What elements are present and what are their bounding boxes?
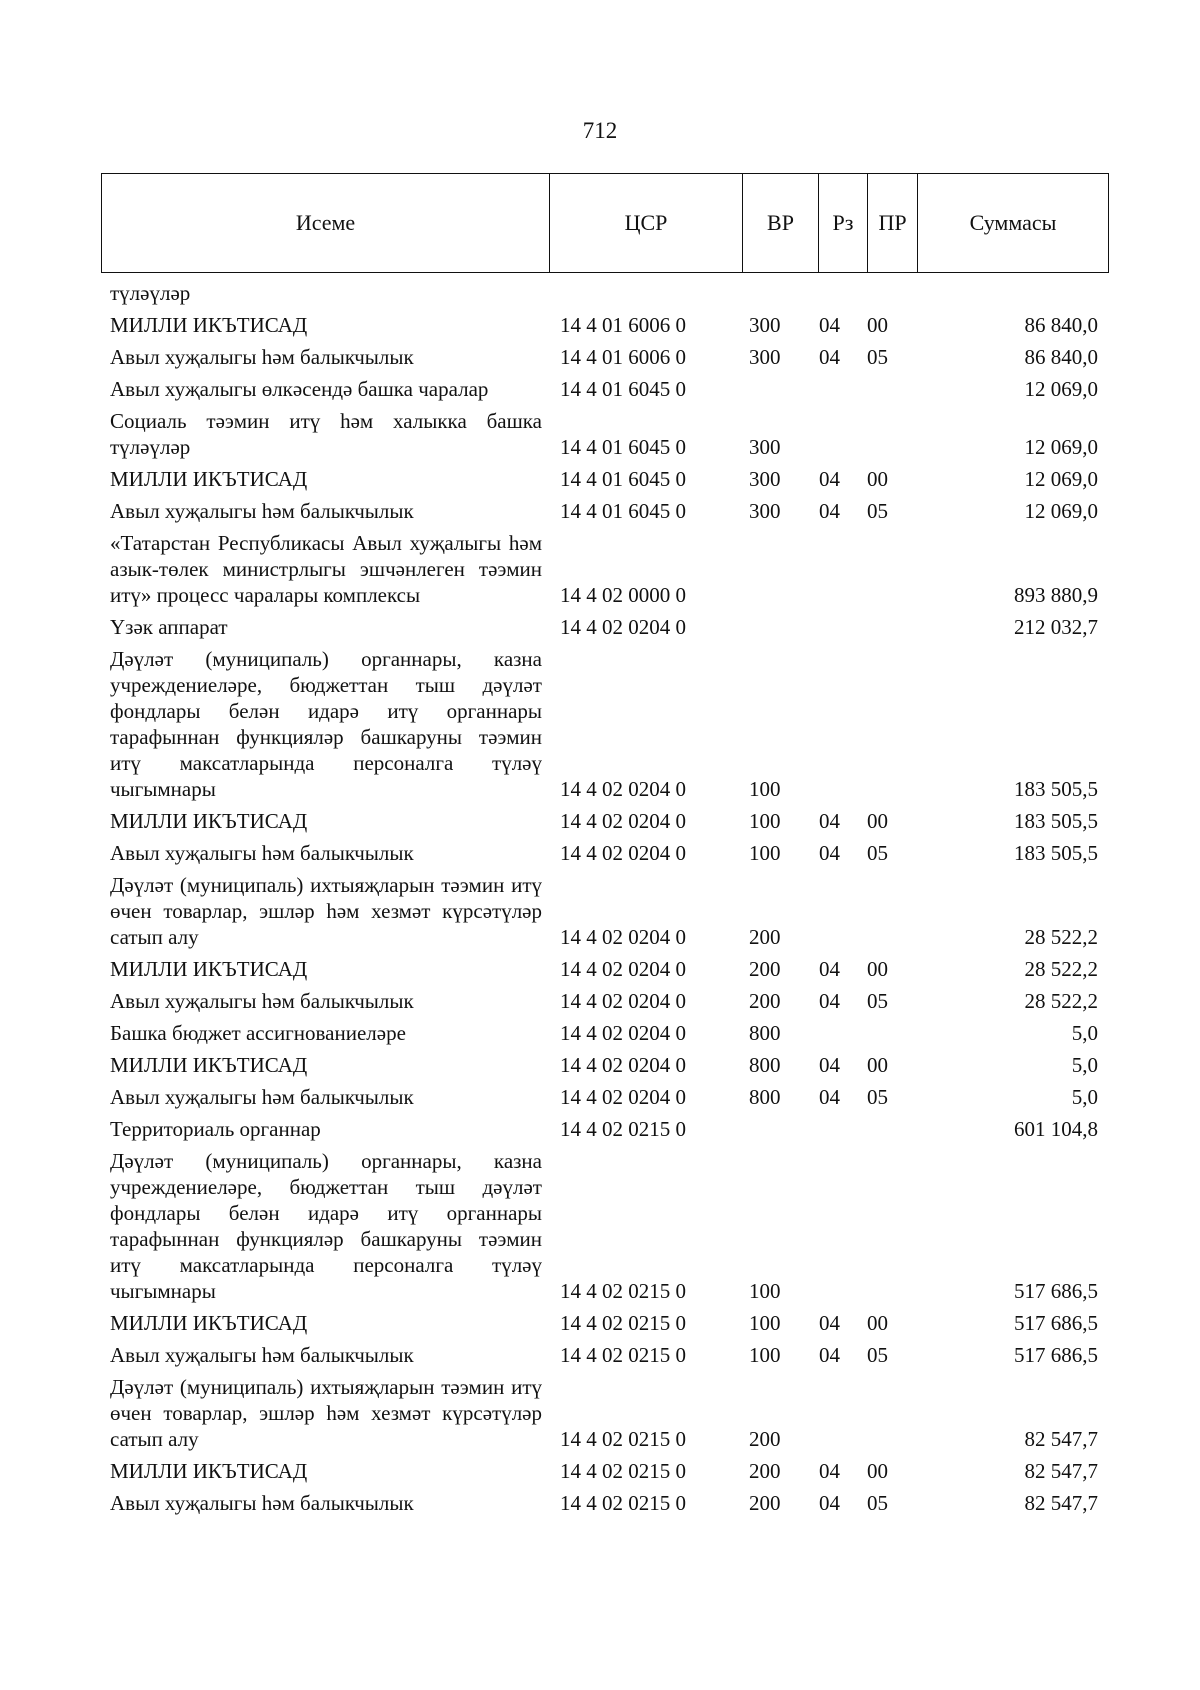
- cell-pr: 00: [867, 1311, 888, 1335]
- cell-vr: 100: [749, 1311, 781, 1335]
- cell-sum: 86 840,0: [1024, 345, 1098, 369]
- cell-sum: 28 522,2: [1024, 957, 1098, 981]
- cell-rz: 04: [819, 1491, 840, 1515]
- cell-rz: 04: [819, 1053, 840, 1077]
- cell-csr: 14 4 02 0204 0: [560, 989, 686, 1013]
- table-row: [110, 956, 1100, 982]
- cell-name: Авыл хуҗалыгы һәм балыкчылык: [110, 345, 414, 369]
- cell-name: Авыл хуҗалыгы өлкәсендә башка чаралар: [110, 377, 489, 401]
- cell-csr: 14 4 02 0000 0: [560, 583, 686, 607]
- cell-pr: 00: [867, 957, 888, 981]
- table-row: [110, 466, 1100, 492]
- cell-pr: 05: [867, 345, 888, 369]
- cell-csr: 14 4 01 6045 0: [560, 499, 686, 523]
- table-row: [110, 872, 1100, 950]
- cell-sum: 82 547,7: [1024, 1427, 1098, 1451]
- cell-sum: 183 505,5: [1014, 809, 1098, 833]
- cell-rz: 04: [819, 1311, 840, 1335]
- cell-sum: 517 686,5: [1014, 1279, 1098, 1303]
- cell-name: Үзәк аппарат: [110, 615, 228, 639]
- cell-csr: 14 4 01 6045 0: [560, 435, 686, 459]
- table-row: [110, 988, 1100, 1014]
- cell-csr: 14 4 02 0204 0: [560, 777, 686, 801]
- cell-vr: 100: [749, 809, 781, 833]
- cell-name: МИЛЛИ ИКЪТИСАД: [110, 313, 308, 337]
- cell-name: Территориаль органнар: [110, 1117, 321, 1141]
- cell-name: Авыл хуҗалыгы һәм балыкчылык: [110, 841, 414, 865]
- cell-pr: 05: [867, 1085, 888, 1109]
- cell-csr: 14 4 02 0204 0: [560, 1085, 686, 1109]
- cell-csr: 14 4 02 0215 0: [560, 1117, 686, 1141]
- cell-csr: 14 4 02 0204 0: [560, 957, 686, 981]
- cell-name: Дәүләт (муниципаль) органнары, казна учреждениеләре, бюджеттан тыш дәүләт фондлары белән идарә итү органнары тарафыннан функцияләр башкаруны тәэмин итү максатларында персоналга түләү чыгымнары: [110, 1149, 542, 1303]
- cell-name: Авыл хуҗалыгы һәм балыкчылык: [110, 989, 414, 1013]
- cell-pr: 05: [867, 1343, 888, 1367]
- cell-vr: 200: [749, 1459, 781, 1483]
- cell-pr: 00: [867, 809, 888, 833]
- cell-csr: 14 4 02 0215 0: [560, 1311, 686, 1335]
- cell-pr: 05: [867, 499, 888, 523]
- cell-sum: 12 069,0: [1024, 435, 1098, 459]
- cell-vr: 300: [749, 313, 781, 337]
- cell-vr: 800: [749, 1053, 781, 1077]
- cell-rz: 04: [819, 1343, 840, 1367]
- cell-rz: 04: [819, 809, 840, 833]
- header-name: Исеме: [102, 174, 550, 272]
- cell-sum: 28 522,2: [1024, 925, 1098, 949]
- cell-sum: 28 522,2: [1024, 989, 1098, 1013]
- cell-name: түләүләр: [110, 281, 191, 305]
- page-number: 712: [582, 118, 618, 143]
- cell-csr: 14 4 01 6045 0: [560, 467, 686, 491]
- table-row: [110, 808, 1100, 834]
- cell-name: МИЛЛИ ИКЪТИСАД: [110, 467, 308, 491]
- cell-rz: 04: [819, 467, 840, 491]
- table-row: [110, 1084, 1100, 1110]
- cell-pr: 05: [867, 841, 888, 865]
- cell-name: МИЛЛИ ИКЪТИСАД: [110, 1053, 308, 1077]
- cell-name: Дәүләт (муниципаль) ихтыяҗларын тәэмин итү өчен товарлар, эшләр һәм хезмәт күрсәтүләр сатып алу: [110, 873, 542, 949]
- cell-name: Авыл хуҗалыгы һәм балыкчылык: [110, 1085, 414, 1109]
- table-row: [110, 280, 1100, 306]
- cell-csr: 14 4 02 0204 0: [560, 1053, 686, 1077]
- cell-sum: 601 104,8: [1014, 1117, 1098, 1141]
- cell-sum: 12 069,0: [1024, 467, 1098, 491]
- cell-sum: 893 880,9: [1014, 583, 1098, 607]
- table-body: [110, 280, 1100, 1522]
- cell-pr: 00: [867, 1459, 888, 1483]
- cell-csr: 14 4 01 6006 0: [560, 345, 686, 369]
- cell-vr: 200: [749, 957, 781, 981]
- cell-sum: 5,0: [1071, 1053, 1098, 1077]
- table-row: [110, 1020, 1100, 1046]
- cell-vr: 800: [749, 1021, 781, 1045]
- cell-csr: 14 4 02 0215 0: [560, 1459, 686, 1483]
- cell-rz: 04: [819, 1085, 840, 1109]
- cell-name: Дәүләт (муниципаль) органнары, казна учреждениеләре, бюджеттан тыш дәүләт фондлары белән идарә итү органнары тарафыннан функцияләр башкаруны тәэмин итү максатларында персоналга түләү чыгымнары: [110, 647, 542, 801]
- cell-csr: 14 4 02 0204 0: [560, 841, 686, 865]
- table-row: [110, 408, 1100, 460]
- cell-sum: 82 547,7: [1024, 1459, 1098, 1483]
- cell-csr: 14 4 02 0204 0: [560, 925, 686, 949]
- cell-pr: 00: [867, 313, 888, 337]
- table-row: [110, 1374, 1100, 1452]
- cell-csr: 14 4 02 0204 0: [560, 615, 686, 639]
- cell-sum: 183 505,5: [1014, 777, 1098, 801]
- cell-vr: 100: [749, 1279, 781, 1303]
- cell-vr: 300: [749, 435, 781, 459]
- table-row: [110, 376, 1100, 402]
- cell-pr: 05: [867, 989, 888, 1013]
- cell-name: Социаль тәэмин итү һәм халыкка башка түләүләр: [110, 409, 542, 459]
- header-pr: ПР: [868, 174, 918, 272]
- cell-csr: 14 4 02 0204 0: [560, 809, 686, 833]
- cell-csr: 14 4 01 6045 0: [560, 377, 686, 401]
- cell-csr: 14 4 02 0215 0: [560, 1427, 686, 1451]
- cell-sum: 5,0: [1071, 1085, 1098, 1109]
- cell-csr: 14 4 01 6006 0: [560, 313, 686, 337]
- header-sum: Суммасы: [969, 210, 1057, 235]
- cell-rz: 04: [819, 313, 840, 337]
- table-row: [110, 312, 1100, 338]
- table-row: [110, 1490, 1100, 1516]
- cell-sum: 183 505,5: [1014, 841, 1098, 865]
- cell-csr: 14 4 02 0215 0: [560, 1343, 686, 1367]
- cell-rz: 04: [819, 499, 840, 523]
- cell-name: Авыл хуҗалыгы һәм балыкчылык: [110, 1343, 414, 1367]
- cell-vr: 200: [749, 1427, 781, 1451]
- header-vr: ВР: [743, 174, 819, 272]
- cell-name: Дәүләт (муниципаль) ихтыяҗларын тәэмин итү өчен товарлар, эшләр һәм хезмәт күрсәтүләр сатып алу: [110, 1375, 542, 1451]
- cell-rz: 04: [819, 345, 840, 369]
- cell-rz: 04: [819, 841, 840, 865]
- cell-vr: 200: [749, 989, 781, 1013]
- cell-vr: 100: [749, 777, 781, 801]
- cell-csr: 14 4 02 0215 0: [560, 1491, 686, 1515]
- cell-name: МИЛЛИ ИКЪТИСАД: [110, 1311, 308, 1335]
- cell-name: Авыл хуҗалыгы һәм балыкчылык: [110, 1491, 414, 1515]
- cell-name: МИЛЛИ ИКЪТИСАД: [110, 1459, 308, 1483]
- cell-name: Авыл хуҗалыгы һәм балыкчылык: [110, 499, 414, 523]
- table-header: [101, 173, 1109, 273]
- cell-sum: 12 069,0: [1024, 499, 1098, 523]
- cell-vr: 300: [749, 467, 781, 491]
- cell-vr: 100: [749, 1343, 781, 1367]
- cell-pr: 00: [867, 467, 888, 491]
- table-row: [110, 1052, 1100, 1078]
- cell-sum: 12 069,0: [1024, 377, 1098, 401]
- cell-name: МИЛЛИ ИКЪТИСАД: [110, 957, 308, 981]
- cell-rz: 04: [819, 1459, 840, 1483]
- cell-name: Башка бюджет ассигнованиеләре: [110, 1021, 406, 1045]
- cell-vr: 200: [749, 1491, 781, 1515]
- cell-csr: 14 4 02 0215 0: [560, 1279, 686, 1303]
- cell-sum: 212 032,7: [1014, 615, 1098, 639]
- cell-sum: 82 547,7: [1024, 1491, 1098, 1515]
- cell-vr: 800: [749, 1085, 781, 1109]
- cell-rz: 04: [819, 957, 840, 981]
- table-row: [110, 614, 1100, 640]
- table-row: [110, 1116, 1100, 1142]
- cell-sum: 86 840,0: [1024, 313, 1098, 337]
- cell-rz: 04: [819, 989, 840, 1013]
- table-row: [110, 1148, 1100, 1304]
- table-row: [110, 1342, 1100, 1368]
- cell-vr: 300: [749, 345, 781, 369]
- cell-pr: 05: [867, 1491, 888, 1515]
- table-row: [110, 840, 1100, 866]
- cell-name: МИЛЛИ ИКЪТИСАД: [110, 809, 308, 833]
- table-row: [110, 498, 1100, 524]
- cell-name: «Татарстан Республикасы Авыл хуҗалыгы һәм азык-төлек министрлыгы эшчәнлеген тәэмин итү» процесс чаралары комплексы: [110, 531, 542, 607]
- table-row: [110, 1458, 1100, 1484]
- cell-vr: 200: [749, 925, 781, 949]
- cell-sum: 517 686,5: [1014, 1311, 1098, 1335]
- table-row: [110, 530, 1100, 608]
- cell-sum: 5,0: [1071, 1021, 1098, 1045]
- header-csr: ЦСР: [550, 174, 743, 272]
- table-row: [110, 1310, 1100, 1336]
- cell-pr: 00: [867, 1053, 888, 1077]
- cell-vr: 300: [749, 499, 781, 523]
- header-rz: Рз: [819, 174, 868, 272]
- cell-vr: 100: [749, 841, 781, 865]
- table-row: [110, 646, 1100, 802]
- cell-sum: 517 686,5: [1014, 1343, 1098, 1367]
- cell-csr: 14 4 02 0204 0: [560, 1021, 686, 1045]
- table-row: [110, 344, 1100, 370]
